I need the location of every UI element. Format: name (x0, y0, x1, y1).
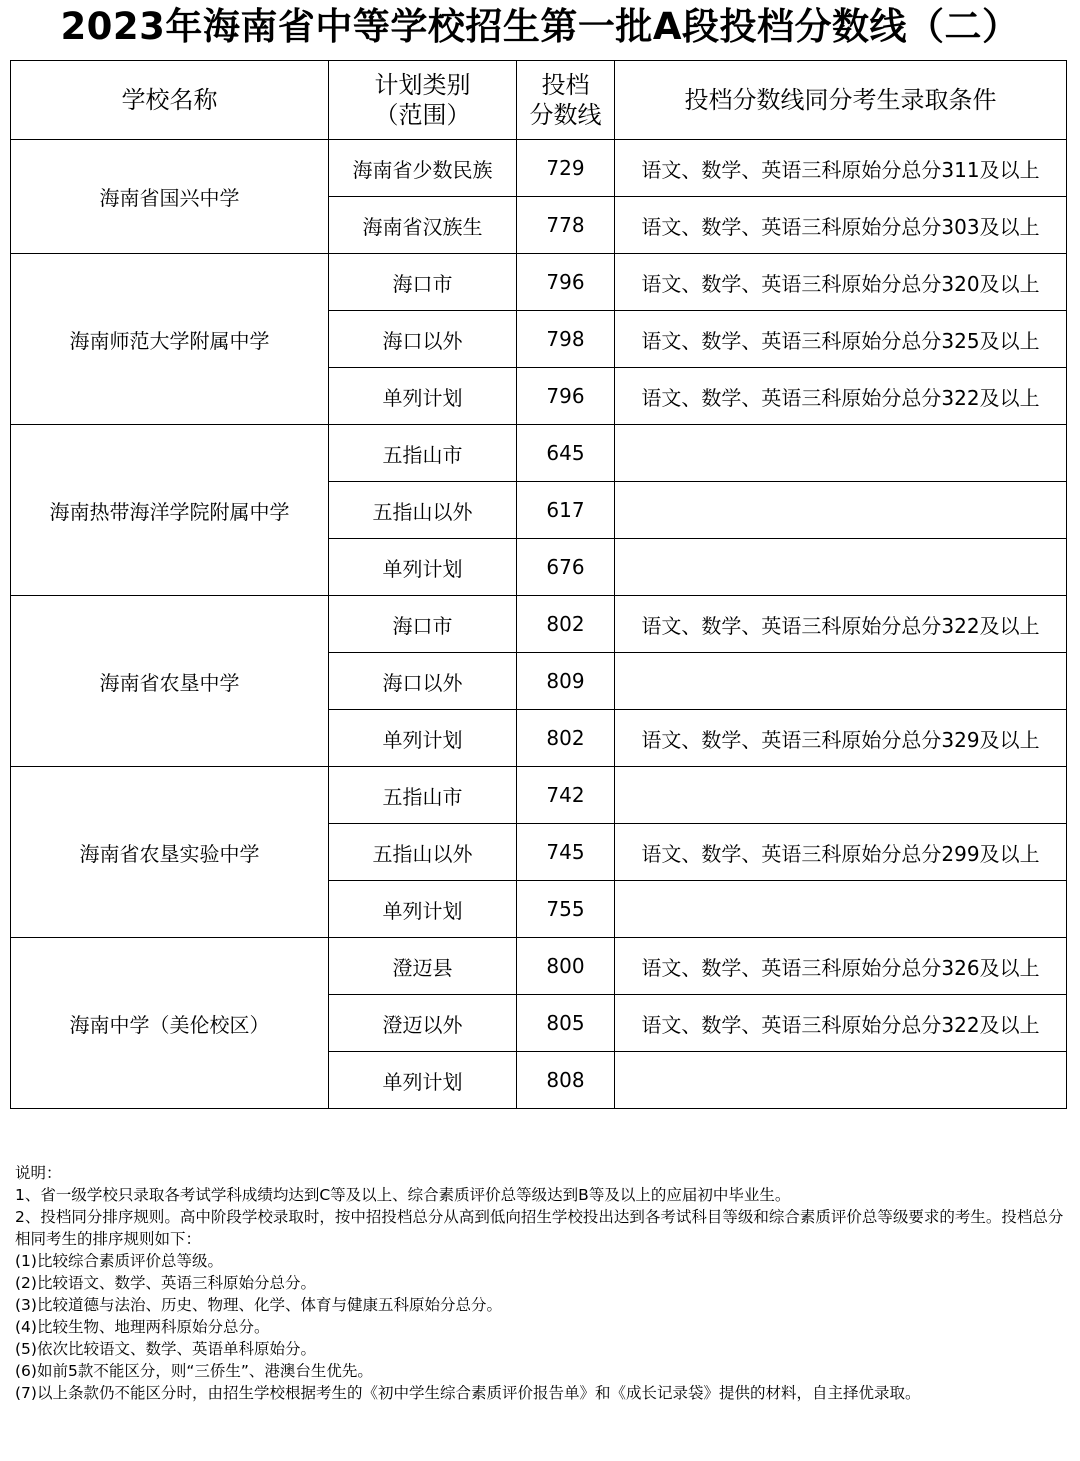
header-school: 学校名称 (11, 61, 329, 140)
table-row (11, 140, 1067, 197)
header-score-line2: 分数线 (529, 101, 602, 129)
score-cell: 778 (517, 197, 615, 254)
category-cell: 海南省少数民族 (329, 140, 517, 197)
score-cell: 742 (517, 767, 615, 824)
condition-cell: 语文、数学、英语三科原始分总分329及以上 (615, 710, 1067, 767)
table-row (11, 596, 1067, 653)
category-cell: 五指山市 (329, 767, 517, 824)
table-row (11, 767, 1067, 824)
score-cell: 617 (517, 482, 615, 539)
note-item: (5)依次比较语文、数学、英语单科原始分。 (15, 1340, 316, 1358)
header-category (329, 61, 517, 140)
category-cell: 单列计划 (329, 881, 517, 938)
category-cell: 澄迈以外 (329, 995, 517, 1052)
category-cell: 海口市 (329, 596, 517, 653)
category-cell: 海口以外 (329, 311, 517, 368)
note-item: (6)如前5款不能区分，则“三侨生”、港澳台生优先。 (15, 1362, 373, 1380)
note-item: 2、投档同分排序规则。高中阶段学校录取时，按中招投档总分从高到低向招生学校投出达到各考试科目等级和综合素质评价总等级要求的考生。投档总分相同考生的排序规则如下： (15, 1208, 1064, 1248)
category-cell: 单列计划 (329, 539, 517, 596)
condition-cell (615, 482, 1067, 539)
notes-heading: 说明： (15, 1164, 62, 1182)
category-cell: 单列计划 (329, 710, 517, 767)
note-item: 1、省一级学校只录取各考试学科成绩均达到C等及以上、综合素质评价总等级达到B等及以上的应届初中毕业生。 (15, 1186, 791, 1204)
condition-cell: 语文、数学、英语三科原始分总分322及以上 (615, 368, 1067, 425)
header-condition: 投档分数线同分考生录取条件 (615, 61, 1067, 140)
condition-cell: 语文、数学、英语三科原始分总分322及以上 (615, 995, 1067, 1052)
category-cell: 五指山市 (329, 425, 517, 482)
score-cell: 676 (517, 539, 615, 596)
condition-cell: 语文、数学、英语三科原始分总分326及以上 (615, 938, 1067, 995)
condition-cell (615, 1052, 1067, 1109)
table-row (11, 425, 1067, 482)
note-item: (2)比较语文、数学、英语三科原始分总分。 (15, 1274, 316, 1292)
condition-cell (615, 881, 1067, 938)
score-cell: 805 (517, 995, 615, 1052)
notes (15, 1162, 1065, 1404)
condition-cell: 语文、数学、英语三科原始分总分311及以上 (615, 140, 1067, 197)
score-cell: 798 (517, 311, 615, 368)
score-table (10, 60, 1067, 1109)
header-category-line1: 计划类别 (374, 71, 471, 99)
table-header-row (11, 61, 1067, 140)
category-cell: 澄迈县 (329, 938, 517, 995)
header-score (517, 61, 615, 140)
note-item: (3)比较道德与法治、历史、物理、化学、体育与健康五科原始分总分。 (15, 1296, 502, 1314)
note-item: (7)以上条款仍不能区分时，由招生学校根据考生的《初中学生综合素质评价报告单》和《成长记录袋》提供的材料，自主择优录取。 (15, 1384, 921, 1402)
category-cell: 五指山以外 (329, 482, 517, 539)
score-cell: 808 (517, 1052, 615, 1109)
condition-cell (615, 767, 1067, 824)
score-cell: 755 (517, 881, 615, 938)
condition-cell (615, 653, 1067, 710)
school-name-cell: 海南省国兴中学 (11, 140, 329, 254)
condition-cell: 语文、数学、英语三科原始分总分325及以上 (615, 311, 1067, 368)
page-title: 2023年海南省中等学校招生第一批A段投档分数线（二） (60, 5, 1020, 48)
condition-cell (615, 539, 1067, 596)
score-cell: 809 (517, 653, 615, 710)
score-cell: 802 (517, 710, 615, 767)
note-item: (1)比较综合素质评价总等级。 (15, 1252, 223, 1270)
condition-cell: 语文、数学、英语三科原始分总分303及以上 (615, 197, 1067, 254)
category-cell: 单列计划 (329, 368, 517, 425)
category-cell: 单列计划 (329, 1052, 517, 1109)
score-cell: 800 (517, 938, 615, 995)
school-name-cell: 海南省农垦实验中学 (11, 767, 329, 938)
score-cell: 745 (517, 824, 615, 881)
note-item: (4)比较生物、地理两科原始分总分。 (15, 1318, 270, 1336)
header-score-line1: 投档 (541, 71, 590, 99)
score-cell: 645 (517, 425, 615, 482)
condition-cell: 语文、数学、英语三科原始分总分299及以上 (615, 824, 1067, 881)
condition-cell: 语文、数学、英语三科原始分总分320及以上 (615, 254, 1067, 311)
school-name-cell: 海南热带海洋学院附属中学 (11, 425, 329, 596)
score-cell: 796 (517, 254, 615, 311)
category-cell: 海口市 (329, 254, 517, 311)
score-cell: 796 (517, 368, 615, 425)
table-row (11, 254, 1067, 311)
school-name-cell: 海南省农垦中学 (11, 596, 329, 767)
category-cell: 海口以外 (329, 653, 517, 710)
score-cell: 729 (517, 140, 615, 197)
school-name-cell: 海南中学（美伦校区） (11, 938, 329, 1109)
category-cell: 五指山以外 (329, 824, 517, 881)
school-name-cell: 海南师范大学附属中学 (11, 254, 329, 425)
condition-cell (615, 425, 1067, 482)
condition-cell: 语文、数学、英语三科原始分总分322及以上 (615, 596, 1067, 653)
score-cell: 802 (517, 596, 615, 653)
header-category-line2: （范围） (374, 101, 471, 129)
table-row (11, 938, 1067, 995)
category-cell: 海南省汉族生 (329, 197, 517, 254)
